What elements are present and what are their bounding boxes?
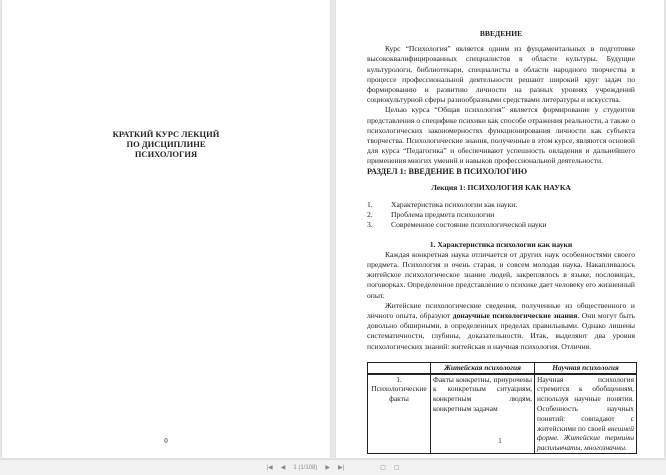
outline-list <box>367 200 635 231</box>
list-item: 3. Современное состояние психологической науки <box>367 220 547 230</box>
table-header <box>368 362 431 373</box>
table-header: Житейская психология <box>431 362 535 373</box>
table-cell: 1. Психологические факты <box>368 374 431 454</box>
next-page-button[interactable]: ▶ <box>325 465 330 471</box>
prev-page-button[interactable]: ◀ <box>280 465 286 471</box>
paragraph: Житейские психологические сведения, полученные из общественного и личного опыта, образуют донаучные психологические знания. Они могут быть довольно обширными, в определенных пределах правильными. Однако лишены систематичности, глубины, доказательности. Итак, выделяют два уровня психологических знаний: житейская и научная психология. Отличия. <box>367 300 635 351</box>
single-page-view-icon[interactable]: ▢ <box>380 465 386 471</box>
paragraph: Курс “Психология” является одним из фундаментальных в подготовке высококвалифицированных специалистов в области культуры. Будущие культурологи, библиотекари, специалисты в области народного творчества в процессе профессиональной деятельности решают широкий круг задач по формированию и развитию личности на разных уровнях учреждений социокультурной сферы разнообразными средствами литературы и искусства. <box>367 44 635 105</box>
paragraph: Целью курса “Общая психология” является формирование у студентов представления о специфике психики как способе отражения реальности, а также о психологических закономерностях функционирования личности как субъекта творчества. Психологические знания, полученные в этом курсе, являются основой для курса “Педагогика” и обеспечивают успешность овладения и дальнейшего применения многих умений и навыков профессиональной деятельности. <box>367 105 635 166</box>
first-page-button[interactable]: |◀ <box>266 465 273 471</box>
paragraph: Каждая конкретная наука отличается от других наук особенностями своего предмета. Психология и очень старая, и совсем молодая наука. Накапливалось житейское психологическое знание людей, закреплялось в языке, пословицах, поговорках. Определенное представление о психике дает человеку его жизненный опыт. <box>367 249 635 300</box>
document-title <box>2 129 330 159</box>
table-cell: Научная психология стремится к обобщениям, используя научные понятия. Особенность научных понятий: совпадают с житейскими по своей внешней форме. Житейские термины расплывчаты, многозначны. <box>535 374 637 454</box>
table-cell: Факты конкретны, приурочены к конкретным ситуациям, конкретным людям, конкретным задачам <box>431 374 535 454</box>
two-page-view-icon[interactable]: ▢ <box>393 465 400 471</box>
table-header: Научная психология <box>535 362 637 373</box>
lecture-title: Лекция 1: ПСИХОЛОГИЯ КАК НАУКА <box>431 182 571 192</box>
page-0 <box>2 0 330 458</box>
title-line: ПО ДИСЦИПЛИНЕ <box>126 139 206 149</box>
title-line: ПСИХОЛОГИЯ <box>134 149 198 159</box>
page-1 <box>336 0 664 458</box>
heading: ВВЕДЕНИЕ <box>479 29 523 38</box>
last-page-button[interactable]: ▶| <box>337 465 345 471</box>
subheading: 1. Характеристика психологии как науки <box>429 239 573 249</box>
list-item: 1. Характеристика психологии как науки. <box>367 200 518 210</box>
navigation-toolbar <box>0 459 666 475</box>
page-indicator[interactable]: 1 (1/108) <box>293 464 318 471</box>
page-number: 1 <box>498 437 502 445</box>
section-heading: РАЗДЕЛ 1: ВВЕДЕНИЕ В ПСИХОЛОГИЮ <box>367 166 528 176</box>
title-line: КРАТКИЙ КУРС ЛЕКЦИЙ <box>112 129 220 139</box>
list-item: 2. Проблема предмета психологии <box>367 210 495 220</box>
page-number: 0 <box>164 437 168 445</box>
